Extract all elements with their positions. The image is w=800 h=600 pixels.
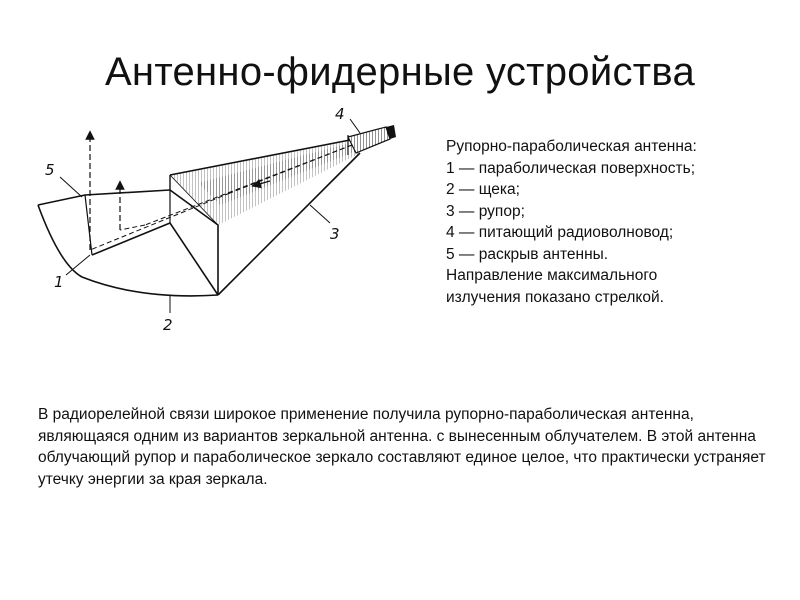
caption-line: Направление максимального xyxy=(446,267,658,284)
label-5: 5 xyxy=(45,161,55,179)
figure-caption xyxy=(446,136,786,308)
slide-title: Антенно-фидерные устройства xyxy=(104,50,696,94)
label-1: 1 xyxy=(54,273,64,291)
label-2: 2 xyxy=(163,316,173,334)
antenna-diagram xyxy=(30,105,420,345)
label-3: 3 xyxy=(330,225,340,243)
caption-line: 5 — раскрыв антенны. xyxy=(446,245,609,263)
body-paragraph: В радиорелейной связи широкое применение получила рупорно-параболическая антенна, являющаяся одним из вариантов зеркальной антенна. с вынесенным облучателем. В этой антенна облучающий рупор и параболическое зеркало составляют единое целое, что практически устраняет утечку энергии за края зеркала. xyxy=(38,406,766,488)
caption-line: 1 — параболическая поверхность; xyxy=(446,159,696,177)
caption-line: излучения показано стрелкой. xyxy=(446,288,664,306)
label-4: 4 xyxy=(335,105,345,123)
horn xyxy=(170,140,360,295)
caption-line: 3 — рупор; xyxy=(446,202,525,220)
caption-line: Рупорно-параболическая антенна: xyxy=(446,138,697,155)
caption-line: 2 — щека; xyxy=(446,181,520,198)
caption-line: 4 — питающий радиоволновод; xyxy=(446,224,674,241)
feed-waveguide xyxy=(348,125,396,155)
